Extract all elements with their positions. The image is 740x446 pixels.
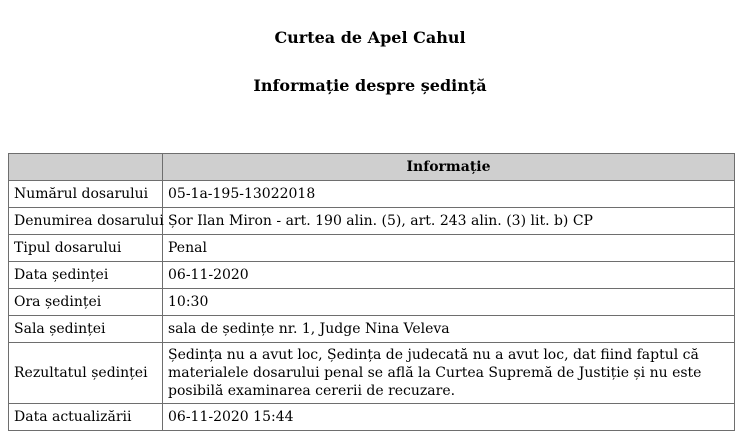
row-value: Penal (163, 235, 735, 262)
row-label: Data actualizării (9, 404, 163, 431)
row-label: Numărul dosarului (9, 181, 163, 208)
page-title: Informație despre ședință (253, 76, 487, 95)
table-header-information: Informație (163, 154, 735, 181)
row-label: Tipul dosarului (9, 235, 163, 262)
row-value: 06-11-2020 15:44 (163, 404, 735, 431)
table-row-case-name (9, 208, 735, 235)
court-name: Curtea de Apel Cahul (274, 28, 466, 47)
row-value: Șor Ilan Miron - art. 190 alin. (5), art. 243 alin. (3) lit. b) CP (163, 208, 735, 235)
table-row-case-type (9, 235, 735, 262)
table-header-empty-cell (9, 154, 163, 181)
row-label: Sala ședinței (9, 316, 163, 343)
row-label: Rezultatul ședinței (9, 343, 163, 404)
table-row-session-result (9, 343, 735, 404)
table-row-session-date (9, 262, 735, 289)
row-value: sala de ședințe nr. 1, Judge Nina Veleva (163, 316, 735, 343)
row-label: Ora ședinței (9, 289, 163, 316)
table-row-session-time (9, 289, 735, 316)
table-row-session-room (9, 316, 735, 343)
row-value: 10:30 (163, 289, 735, 316)
row-value: 06-11-2020 (163, 262, 735, 289)
row-label: Denumirea dosarului (9, 208, 163, 235)
table-header-row (9, 154, 735, 181)
row-value: Ședința nu a avut loc, Ședința de judecată nu a avut loc, dat fiind faptul că materialele dosarului penal se află la Curtea Supremă de Justiție și nu este posibilă examinarea cererii de recuzare. (163, 343, 735, 404)
table-row-last-updated (9, 404, 735, 431)
session-info-table (8, 153, 735, 431)
row-value: 05-1a-195-13022018 (163, 181, 735, 208)
row-label: Data ședinței (9, 262, 163, 289)
table-row-case-number (9, 181, 735, 208)
